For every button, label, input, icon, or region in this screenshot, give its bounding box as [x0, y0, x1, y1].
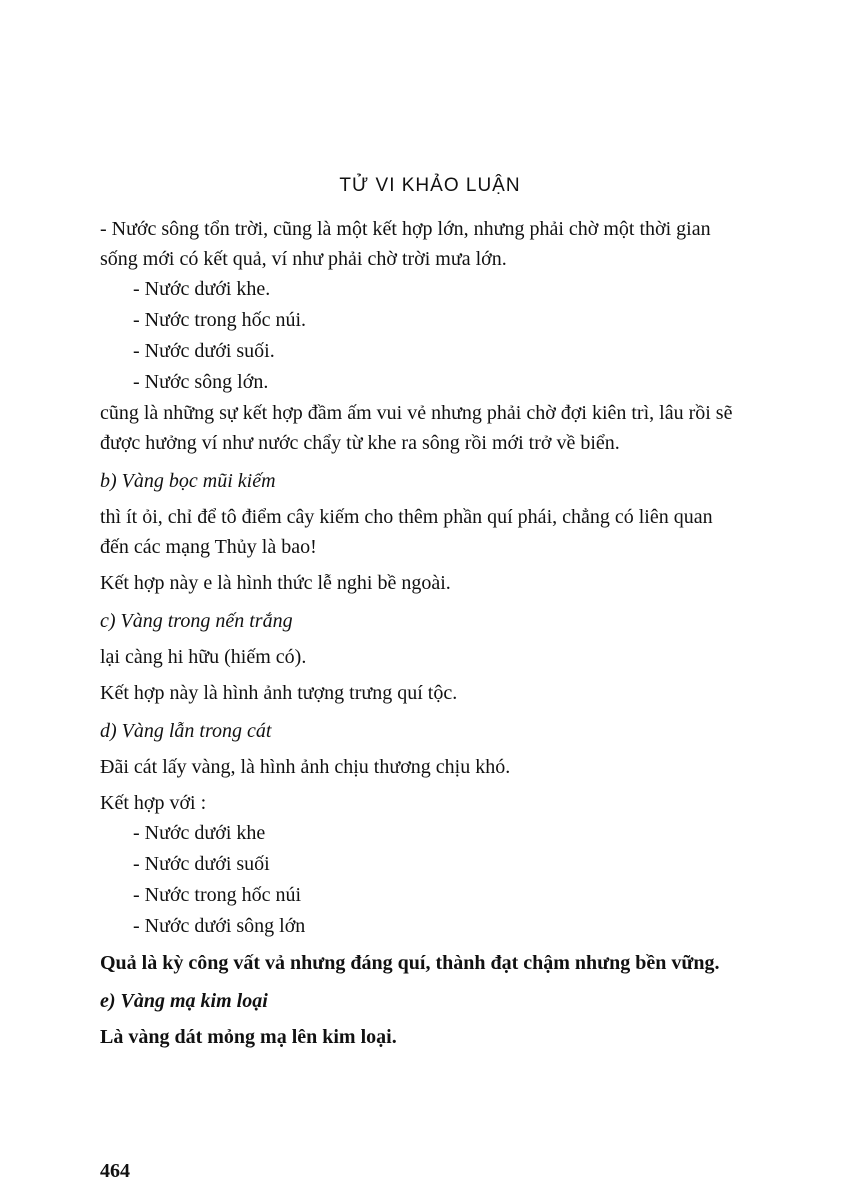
water-list [100, 274, 740, 398]
list-item: - Nước dưới sông lớn [133, 915, 306, 937]
paragraph: Kết hợp này là hình ảnh tượng trưng quí tộc. [100, 682, 458, 704]
list-item: - Nước dưới khe [133, 822, 266, 844]
paragraph-conclusion: Quả là kỳ công vất vả nhưng đáng quí, thành đạt chậm nhưng bền vững. [100, 952, 720, 974]
list-item: - Nước trong hốc núi [133, 884, 302, 906]
list-item: - Nước sông lớn. [133, 371, 269, 393]
section-heading-c: c) Vàng trong nến trắng [100, 610, 293, 632]
paragraph-intro: - Nước sông tổn trời, cũng là một kết hợp lớn, nhưng phải chờ một thời gian sống mới có kết quả, ví như phải chờ trời mưa lớn. [100, 218, 711, 270]
list-item: - Nước trong hốc núi. [133, 309, 307, 331]
paragraph: thì ít ỏi, chỉ để tô điểm cây kiếm cho thêm phần quí phái, chẳng có liên quan đến các mạng Thủy là bao! [100, 506, 713, 558]
paragraph: Đãi cát lấy vàng, là hình ảnh chịu thương chịu khó. [100, 756, 511, 778]
page-number: 464 [100, 1160, 130, 1182]
paragraph: lại càng hi hữu (hiếm có). [100, 646, 307, 668]
list-item: - Nước dưới khe. [133, 278, 271, 300]
section-heading-d: d) Vàng lẫn trong cát [100, 720, 272, 742]
body-text [100, 214, 740, 1052]
paragraph: cũng là những sự kết hợp đầm ấm vui vẻ nhưng phải chờ đợi kiên trì, lâu rồi sẽ được hưởng ví như nước chẩy từ khe ra sông rồi mới trở về biển. [100, 402, 733, 454]
list-item: - Nước dưới suối [133, 853, 270, 875]
paragraph: Kết hợp này e là hình thức lễ nghi bề ngoài. [100, 572, 451, 594]
section-heading-b: b) Vàng bọc mũi kiếm [100, 470, 276, 492]
combination-list [100, 818, 740, 942]
running-head: TỬ VI KHẢO LUẬN [339, 175, 521, 196]
section-heading-e: e) Vàng mạ kim loại [100, 990, 268, 1012]
paragraph: Kết hợp với : [100, 792, 207, 814]
paragraph: Là vàng dát mỏng mạ lên kim loại. [100, 1026, 397, 1048]
list-item: - Nước dưới suối. [133, 340, 275, 362]
